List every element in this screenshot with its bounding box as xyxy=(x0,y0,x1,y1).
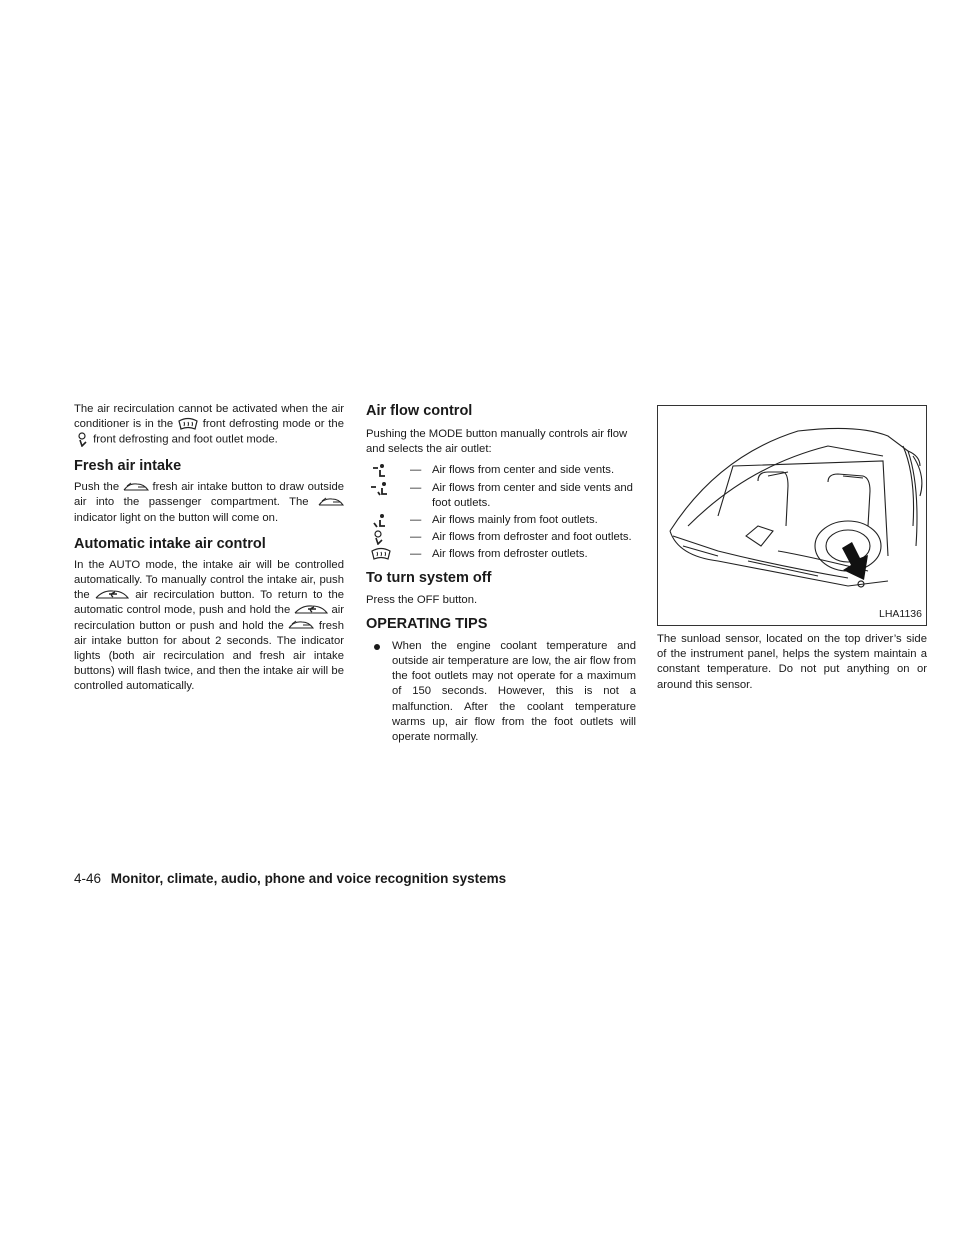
recirc-note-text-2: front defrosting mode or the xyxy=(202,418,344,431)
dashboard-illustration xyxy=(658,406,926,625)
bullet-icon xyxy=(374,644,380,650)
heading-air-flow: Air flow control xyxy=(366,403,473,419)
mode-row-bilevel xyxy=(366,481,636,511)
heading-turn-off: To turn system off xyxy=(366,569,492,586)
section-title: Monitor, climate, audio, phone and voice recognition systems xyxy=(110,871,507,886)
fresh-air-indicator-icon xyxy=(318,496,344,509)
sunload-caption: The sunload sensor, located on the top driver’s side of the instrument panel, helps the system maintain a constant temperature. Do not put anything on or around this sensor. xyxy=(657,633,927,691)
fresh-text-3: indicator light on the button will come on. xyxy=(74,511,279,524)
recirc-note-text-1: The air recirculation cannot be activated when the air conditioner is in the xyxy=(74,403,344,431)
tip-text: When the engine coolant temperature and outside air temperature are low, the air flow from the foot outlets may not operate for a maximum of 150 seconds. However, this is not a malfunction. After the coolant temperature warms up, air flow from the foot outlets will operate normally. xyxy=(392,639,636,744)
fresh-text-1: Push the xyxy=(74,481,120,494)
heading-operating-tips: OPERATING TIPS xyxy=(366,615,488,632)
auto-text-3: air recirculation button or push and hold the xyxy=(74,604,344,632)
mode-text-defrost: Air flows from defroster outlets. xyxy=(432,548,588,561)
fresh-air-icon xyxy=(123,481,149,494)
mode-row-vent xyxy=(366,463,636,478)
mode-text-defrost-foot: Air flows from defroster and foot outlets. xyxy=(432,531,632,544)
column-middle xyxy=(366,402,636,745)
dash: — xyxy=(410,481,422,494)
heading-fresh-air: Fresh air intake xyxy=(74,458,182,475)
figure-label: LHA1136 xyxy=(878,607,922,620)
tip-item xyxy=(366,639,636,745)
heading-auto-intake: Automatic intake air control xyxy=(74,535,266,552)
dash: — xyxy=(410,464,422,477)
mode-text-bilevel: Air flows from center and side vents and foot outlets. xyxy=(432,481,633,509)
mode-text-vent: Air flows from center and side vents. xyxy=(432,464,615,477)
auto-intake-para xyxy=(74,558,344,695)
auto-text-1: In the AUTO mode, the intake air will be controlled automatically. To manually control the intake air, push the xyxy=(74,558,344,602)
dash: — xyxy=(410,548,422,561)
fresh-text-2: fresh air intake button to draw outside air into the passenger compartment. The xyxy=(74,481,345,509)
recirculation-icon-2 xyxy=(294,603,328,617)
defrost-foot-icon xyxy=(74,432,90,447)
recirc-note-text-3: front defrosting and foot outlet mode. xyxy=(93,433,278,446)
mode-row-defrost xyxy=(366,547,636,562)
column-right xyxy=(657,405,927,693)
defrost-mode-icon xyxy=(370,547,392,566)
mode-text-foot: Air flows mainly from foot outlets. xyxy=(432,514,598,527)
bilevel-mode-icon xyxy=(370,481,390,501)
dash: — xyxy=(410,531,422,544)
air-flow-intro: Pushing the MODE button manually controls air flow and selects the air outlet: xyxy=(366,428,628,456)
dash: — xyxy=(410,514,422,527)
fresh-air-icon-2 xyxy=(288,619,314,632)
turn-off-text: Press the OFF button. xyxy=(366,593,478,606)
page-footer xyxy=(74,871,506,886)
column-left xyxy=(74,402,344,695)
sunload-sensor-figure xyxy=(657,405,927,626)
defrost-icon xyxy=(177,417,199,431)
fresh-air-para xyxy=(74,480,344,526)
page-number: 4-46 xyxy=(74,871,102,886)
auto-text-4: fresh air intake button for about 2 seconds. The indicator lights (both air recirculation and fresh air intake buttons) will flash twice, and then the intake air will be controlled automatically. xyxy=(74,619,344,693)
recirculation-icon xyxy=(95,588,129,602)
mode-row-foot xyxy=(366,513,636,528)
auto-text-2: air recirculation button. To return to the automatic control mode, push and hold the xyxy=(74,589,345,617)
mode-row-defrost-foot xyxy=(366,530,636,545)
recirc-note xyxy=(74,402,344,448)
